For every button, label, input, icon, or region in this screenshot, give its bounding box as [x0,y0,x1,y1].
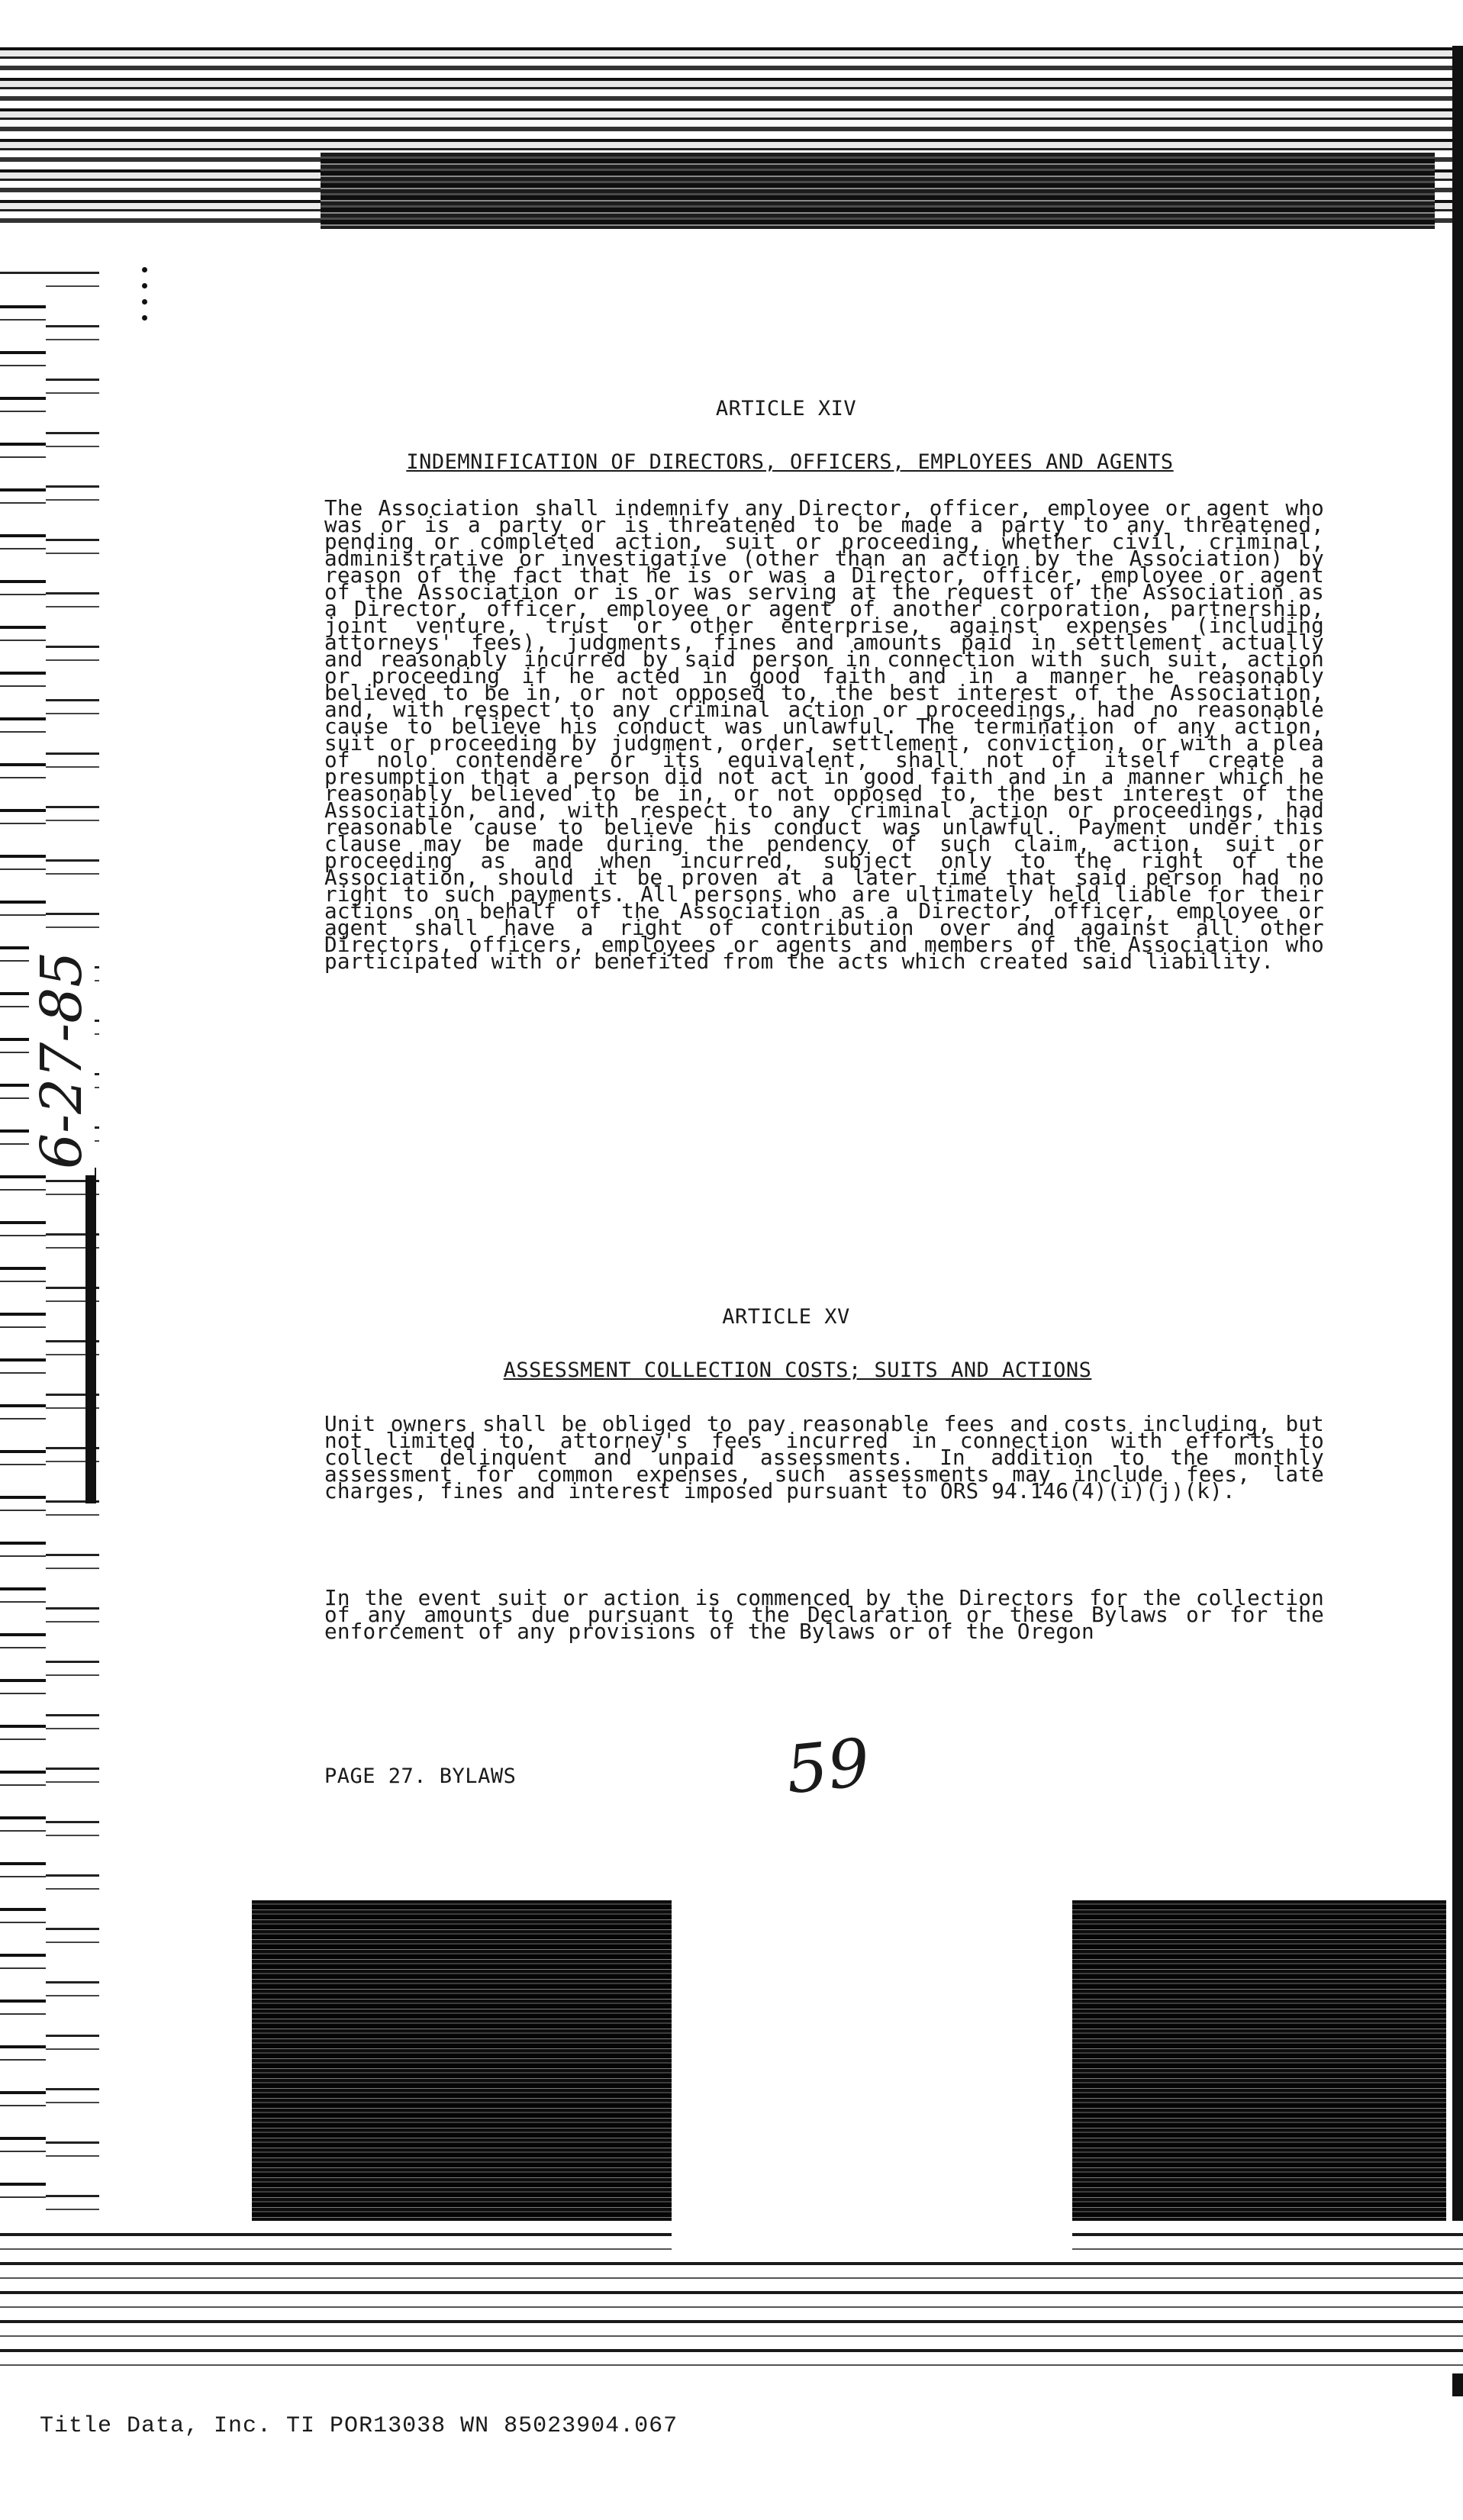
scan-noise-block-right [1072,1900,1446,2221]
article-14-title: ARTICLE XIV [715,397,857,421]
page-gap [672,1900,1072,2259]
punch-dots [142,267,150,331]
article-15-paragraph-1: Unit owners shall be obliged to pay reasonable fees and costs including, but not limited to, attorney's fees incurred in connection with efforts to collect delinquent and unpaid assessments. In addition to the monthly assessment for common expenses, such assessments may include fees, late charges, fines and interest imposed pursuant to ORS 94.146(4)(i)(j)(k). [324,1411,1324,1503]
margin-bar [85,1168,96,1503]
scan-noise-left-edge [0,275,46,2335]
recording-stamp-line: Title Data, Inc. TI POR13038 WN 85023904.067 [40,2413,678,2439]
scan-noise-block-left [252,1900,672,2221]
page-label: PAGE 27. BYLAWS [324,1764,517,1788]
scan-noise-right [1452,46,1463,2396]
handwritten-page-number: 59 [782,1724,874,1809]
article-15-paragraph-2: In the event suit or action is commenced by the Directors for the collection of any amounts due pursuant to the Declaration or these Bylaws or for the enforcement of any provisions of the Bylaws or of the Oregon [324,1585,1324,1644]
scan-noise-top-dark [321,153,1435,229]
article-15-subtitle: ASSESSMENT COLLECTION COSTS; SUITS AND ACTIONS [503,1358,1092,1382]
article-14-subtitle: INDEMNIFICATION OF DIRECTORS, OFFICERS, EMPLOYEES AND AGENTS [406,450,1174,474]
article-14-body: The Association shall indemnify any Director, officer, employee or agent who was or is a party or is threatened to be made a party to any threatened, pending or completed action, suit or proceeding, whether civil, criminal, administrative or investigative (other than an action by the Association) by reason of the fact that he is or was a Director, officer, employee or agent of the Association or is or was serving at the request of the Association as a Director, officer, employee or agent of another corporation, partnership, joint venture, trust or other enterprise, against expenses (including attorneys' fees), judgments, fines and amounts paid in settlement actually and reasonably incurred by said person in connection with such suit, action or proceeding if he acted in good faith and in a manner he reasonably believed to be in, or not opposed to, the best interest of the Association, and, with respect to any criminal action or proceedings, had no reasonable cause to believe his conduct was unlawful. The termination of any action, suit or proceeding by judgment, order, settlement, conviction, or with a plea of nolo contendere or its equivalent, shall not of itself create a presumption that a person did not act in good faith and in a manner which he reasonably believed to be in, or not opposed to, the best interest of the Association, and, with respect to any criminal action or proceedings, had reasonable cause to believe his conduct was unlawful. Payment under this clause may be made during the pendency of such claim, action, suit or proceeding as and when incurred, subject only to the right of the Association, should it be proven at a later time that said person had no right to such payments. All persons who are ultimately held liable for their actions on behalf of the Association as a Director, officer, employee or agent shall have a right of contribution over and against all other Directors, officers, employees or agents and members of the Association who participated with or benefited from the acts which created said liability. [324,495,1324,974]
handwritten-date: 6-27-85 [29,946,95,1175]
article-15-title: ARTICLE XV [722,1305,850,1329]
